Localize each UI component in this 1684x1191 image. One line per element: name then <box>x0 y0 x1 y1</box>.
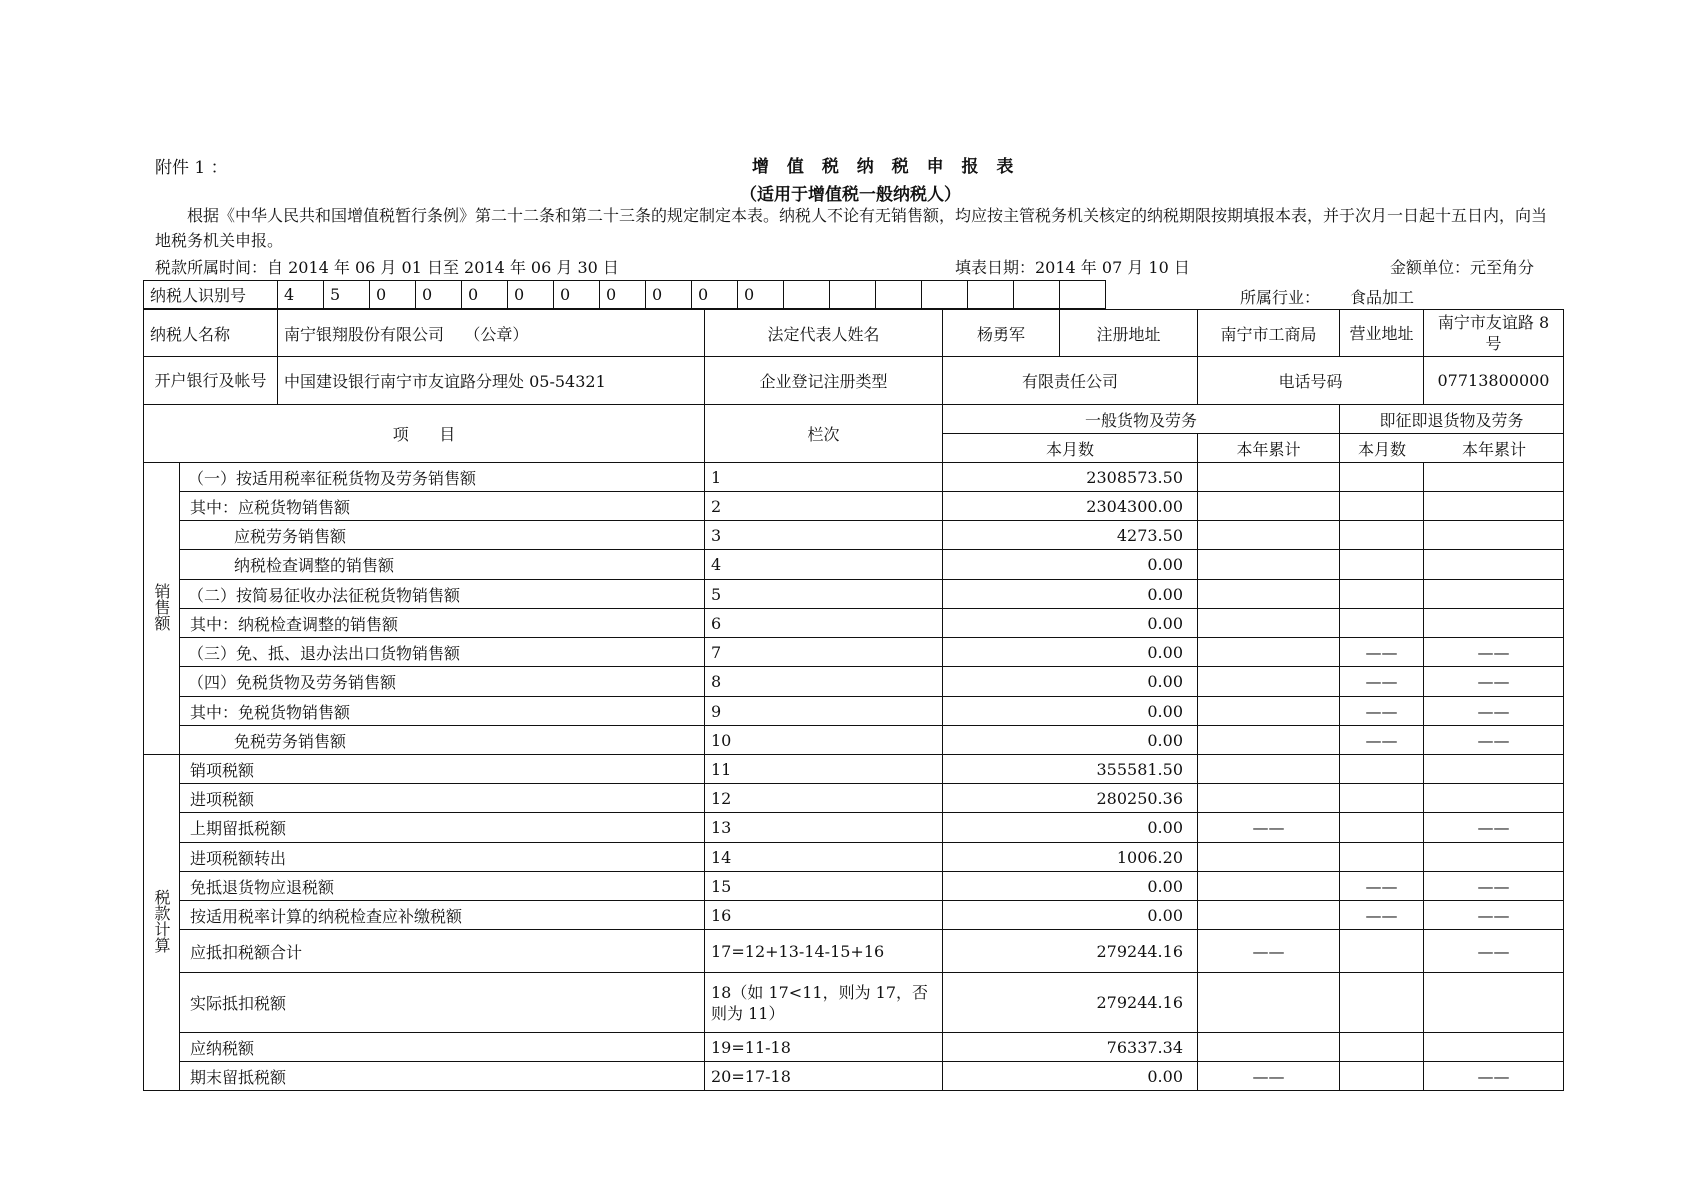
table-row <box>144 521 1564 550</box>
col-header-refund-periods <box>1340 434 1564 463</box>
item-cell: （四）免税货物及劳务销售额 <box>180 667 705 697</box>
table-row <box>144 463 1564 492</box>
item-cell: （二）按简易征收办法征税货物销售额 <box>180 580 705 609</box>
table-row <box>144 726 1564 755</box>
attachment-label: 附件 1 ： <box>155 158 228 178</box>
ytd-cell <box>1198 901 1340 930</box>
line-cell: 14 <box>705 843 943 872</box>
table-row <box>144 930 1564 973</box>
item-cell: 应抵扣税额合计 <box>180 930 705 973</box>
legal-rep-label: 法定代表人姓名 <box>705 310 943 357</box>
item-cell: 按适用税率计算的纳税检查应补缴税额 <box>180 901 705 930</box>
amount-cell: 0.00 <box>943 638 1198 667</box>
table-row <box>144 697 1564 726</box>
refund-this-month-cell: —— <box>1340 901 1424 930</box>
refund-this-month-cell: —— <box>1340 726 1424 755</box>
id-digit: 0 <box>600 281 646 309</box>
item-cell: 销项税额 <box>180 755 705 784</box>
refund-ytd-cell: —— <box>1424 930 1564 973</box>
table-row <box>144 638 1564 667</box>
refund-this-month-cell <box>1340 755 1424 784</box>
line-cell: 3 <box>705 521 943 550</box>
amount-cell: 355581.50 <box>943 755 1198 784</box>
refund-this-month-cell <box>1340 1062 1424 1091</box>
refund-this-month-cell <box>1340 609 1424 638</box>
id-digit <box>876 281 922 309</box>
industry-label: 所属行业： <box>1240 288 1321 307</box>
ytd-cell <box>1198 609 1340 638</box>
refund-this-month-cell: —— <box>1340 697 1424 726</box>
item-cell: 期末留抵税额 <box>180 1062 705 1091</box>
bank-account-label: 开户银行及帐号 <box>144 357 278 405</box>
refund-ytd-cell: —— <box>1424 697 1564 726</box>
col-header-ytd: 本年累计 <box>1198 434 1340 463</box>
table-row <box>144 843 1564 872</box>
refund-ytd-cell: —— <box>1424 638 1564 667</box>
phone-value: 07713800000 <box>1424 357 1564 405</box>
refund-this-month-cell <box>1340 784 1424 813</box>
ytd-cell <box>1198 667 1340 697</box>
item-cell: （一）按适用税率征税货物及劳务销售额 <box>180 463 705 492</box>
id-digit <box>830 281 876 309</box>
line-cell: 12 <box>705 784 943 813</box>
refund-ytd-cell <box>1424 843 1564 872</box>
table-row <box>144 550 1564 580</box>
declaration-table <box>143 404 1564 1091</box>
amount-cell: 279244.16 <box>943 973 1198 1033</box>
line-cell: 7 <box>705 638 943 667</box>
reg-address-value: 南宁市工商局 <box>1198 310 1340 357</box>
refund-this-month-cell <box>1340 843 1424 872</box>
biz-address-value: 南宁市友谊路 8 号 <box>1424 310 1564 357</box>
taxpayer-info-table <box>143 309 1564 405</box>
id-digit: 0 <box>508 281 554 309</box>
amount-cell: 0.00 <box>943 726 1198 755</box>
id-digit <box>922 281 968 309</box>
ytd-cell: —— <box>1198 813 1340 843</box>
amount-cell: 2308573.50 <box>943 463 1198 492</box>
industry-value: 食品加工 <box>1350 288 1415 307</box>
refund-ytd-cell: —— <box>1424 726 1564 755</box>
ytd-cell <box>1198 492 1340 521</box>
refund-this-month-cell <box>1340 813 1424 843</box>
table-row <box>144 667 1564 697</box>
item-cell: 其中：纳税检查调整的销售额 <box>180 609 705 638</box>
reg-type-label: 企业登记注册类型 <box>705 357 943 405</box>
ytd-cell <box>1198 726 1340 755</box>
refund-this-month-cell: —— <box>1340 872 1424 901</box>
form-title: 增 值 税 纳 税 申 报 表 <box>752 157 1020 177</box>
amount-cell: 0.00 <box>943 813 1198 843</box>
col-header-refund: 即征即退货物及劳务 <box>1340 405 1564 434</box>
item-cell: 上期留抵税额 <box>180 813 705 843</box>
line-cell: 19=11-18 <box>705 1033 943 1062</box>
taxpayer-id-label: 纳税人识别号 <box>144 281 278 309</box>
refund-ytd-cell: —— <box>1424 872 1564 901</box>
col-header-refund-this-month: 本月数 <box>1358 439 1407 459</box>
declaration-rows <box>144 463 1564 1091</box>
amount-cell: 0.00 <box>943 580 1198 609</box>
col-header-line: 栏次 <box>705 405 943 463</box>
id-digit: 5 <box>324 281 370 309</box>
id-digit: 0 <box>462 281 508 309</box>
item-cell: 其中：免税货物销售额 <box>180 697 705 726</box>
amount-cell: 76337.34 <box>943 1033 1198 1062</box>
ytd-cell <box>1198 843 1340 872</box>
col-header-this-month: 本月数 <box>943 434 1198 463</box>
bank-account-value: 中国建设银行南宁市友谊路分理处 05-54321 <box>278 357 705 405</box>
line-cell: 15 <box>705 872 943 901</box>
ytd-cell <box>1198 872 1340 901</box>
refund-this-month-cell <box>1340 550 1424 580</box>
table-row <box>144 755 1564 784</box>
id-digit <box>968 281 1014 309</box>
line-cell: 13 <box>705 813 943 843</box>
item-cell: 应税劳务销售额 <box>180 521 705 550</box>
amount-cell: 0.00 <box>943 1062 1198 1091</box>
ytd-cell: —— <box>1198 1062 1340 1091</box>
item-cell: （三）免、抵、退办法出口货物销售额 <box>180 638 705 667</box>
ytd-cell <box>1198 755 1340 784</box>
refund-ytd-cell <box>1424 609 1564 638</box>
table-row <box>144 1033 1564 1062</box>
ytd-cell <box>1198 550 1340 580</box>
line-cell: 20=17-18 <box>705 1062 943 1091</box>
taxpayer-name-value: 南宁银翔股份有限公司 （公章） <box>278 310 705 357</box>
ytd-cell <box>1198 638 1340 667</box>
refund-this-month-cell <box>1340 973 1424 1033</box>
tax-period: 税款所属时间：自 2014 年 06 月 01 日至 2014 年 06 月 30 日 <box>155 258 619 277</box>
legal-rep-value: 杨勇军 <box>943 310 1060 357</box>
id-digit <box>784 281 830 309</box>
item-cell: 进项税额转出 <box>180 843 705 872</box>
taxpayer-name-label: 纳税人名称 <box>144 310 278 357</box>
line-cell: 5 <box>705 580 943 609</box>
refund-ytd-cell <box>1424 463 1564 492</box>
amount-cell: 1006.20 <box>943 843 1198 872</box>
section-label-text: 销售额 <box>152 582 171 631</box>
id-digit: 0 <box>416 281 462 309</box>
id-digit: 0 <box>738 281 784 309</box>
item-cell: 进项税额 <box>180 784 705 813</box>
refund-ytd-cell <box>1424 973 1564 1033</box>
ytd-cell <box>1198 580 1340 609</box>
refund-this-month-cell <box>1340 521 1424 550</box>
table-row <box>144 813 1564 843</box>
taxpayer-id-table <box>143 280 1106 309</box>
line-cell: 11 <box>705 755 943 784</box>
ytd-cell <box>1198 784 1340 813</box>
ytd-cell <box>1198 463 1340 492</box>
table-row <box>144 609 1564 638</box>
ytd-cell: —— <box>1198 930 1340 973</box>
refund-this-month-cell: —— <box>1340 638 1424 667</box>
amount-unit: 金额单位：元至角分 <box>1390 258 1535 277</box>
amount-cell: 0.00 <box>943 872 1198 901</box>
item-cell: 纳税检查调整的销售额 <box>180 550 705 580</box>
amount-cell: 280250.36 <box>943 784 1198 813</box>
amount-cell: 2304300.00 <box>943 492 1198 521</box>
amount-cell: 0.00 <box>943 667 1198 697</box>
biz-address-label: 营业地址 <box>1340 310 1424 357</box>
item-cell: 免税劳务销售额 <box>180 726 705 755</box>
form-subtitle: （适用于增值税一般纳税人） <box>740 185 961 205</box>
amount-cell: 0.00 <box>943 550 1198 580</box>
ytd-cell <box>1198 697 1340 726</box>
phone-label: 电话号码 <box>1198 357 1424 405</box>
section-label-text: 税款计算 <box>152 888 171 953</box>
col-header-refund-ytd: 本年累计 <box>1462 439 1527 459</box>
table-row <box>144 492 1564 521</box>
col-header-general: 一般货物及劳务 <box>943 405 1340 434</box>
refund-this-month-cell <box>1340 930 1424 973</box>
line-cell: 17=12+13-14-15+16 <box>705 930 943 973</box>
intro-paragraph: 根据《中华人民共和国增值税暂行条例》第二十二条和第二十三条的规定制定本表。纳税人不论有无销售额，均应按主管税务机关核定的纳税期限按期填报本表，并于次月一日起十五日内，向当地税务机关申报。 <box>155 206 1548 250</box>
amount-cell: 279244.16 <box>943 930 1198 973</box>
refund-this-month-cell: —— <box>1340 667 1424 697</box>
refund-ytd-cell: —— <box>1424 667 1564 697</box>
line-cell: 1 <box>705 463 943 492</box>
table-row <box>144 872 1564 901</box>
refund-ytd-cell: —— <box>1424 901 1564 930</box>
line-cell: 16 <box>705 901 943 930</box>
item-cell: 应纳税额 <box>180 1033 705 1062</box>
ytd-cell <box>1198 1033 1340 1062</box>
refund-ytd-cell <box>1424 1033 1564 1062</box>
refund-ytd-cell <box>1424 521 1564 550</box>
amount-cell: 4273.50 <box>943 521 1198 550</box>
refund-ytd-cell <box>1424 580 1564 609</box>
id-digit: 0 <box>692 281 738 309</box>
id-digit <box>1060 281 1106 309</box>
line-cell: 9 <box>705 697 943 726</box>
amount-cell: 0.00 <box>943 901 1198 930</box>
table-row <box>144 784 1564 813</box>
table-row <box>144 973 1564 1033</box>
refund-this-month-cell <box>1340 492 1424 521</box>
refund-this-month-cell <box>1340 1033 1424 1062</box>
amount-cell: 0.00 <box>943 609 1198 638</box>
section-label-sales <box>144 463 180 755</box>
reg-type-value: 有限责任公司 <box>943 357 1198 405</box>
col-header-item: 项 目 <box>144 405 705 463</box>
refund-this-month-cell <box>1340 463 1424 492</box>
reg-address-label: 注册地址 <box>1060 310 1198 357</box>
table-row <box>144 580 1564 609</box>
refund-ytd-cell: —— <box>1424 813 1564 843</box>
table-row <box>144 901 1564 930</box>
refund-ytd-cell <box>1424 550 1564 580</box>
refund-ytd-cell <box>1424 755 1564 784</box>
line-cell: 6 <box>705 609 943 638</box>
id-digit <box>1014 281 1060 309</box>
line-cell: 10 <box>705 726 943 755</box>
line-cell: 2 <box>705 492 943 521</box>
id-digit: 0 <box>554 281 600 309</box>
table-row <box>144 1062 1564 1091</box>
line-cell: 4 <box>705 550 943 580</box>
amount-cell: 0.00 <box>943 697 1198 726</box>
id-digit: 4 <box>278 281 324 309</box>
refund-ytd-cell <box>1424 784 1564 813</box>
refund-this-month-cell <box>1340 580 1424 609</box>
section-label-tax <box>144 755 180 1091</box>
id-digit: 0 <box>646 281 692 309</box>
ytd-cell <box>1198 521 1340 550</box>
refund-ytd-cell: —— <box>1424 1062 1564 1091</box>
id-digit: 0 <box>370 281 416 309</box>
line-cell: 8 <box>705 667 943 697</box>
ytd-cell <box>1198 973 1340 1033</box>
item-cell: 其中：应税货物销售额 <box>180 492 705 521</box>
item-cell: 实际抵扣税额 <box>180 973 705 1033</box>
line-cell: 18（如 17<11，则为 17，否则为 11） <box>705 973 943 1033</box>
fill-date: 填表日期：2014 年 07 月 10 日 <box>955 258 1190 277</box>
refund-ytd-cell <box>1424 492 1564 521</box>
item-cell: 免抵退货物应退税额 <box>180 872 705 901</box>
